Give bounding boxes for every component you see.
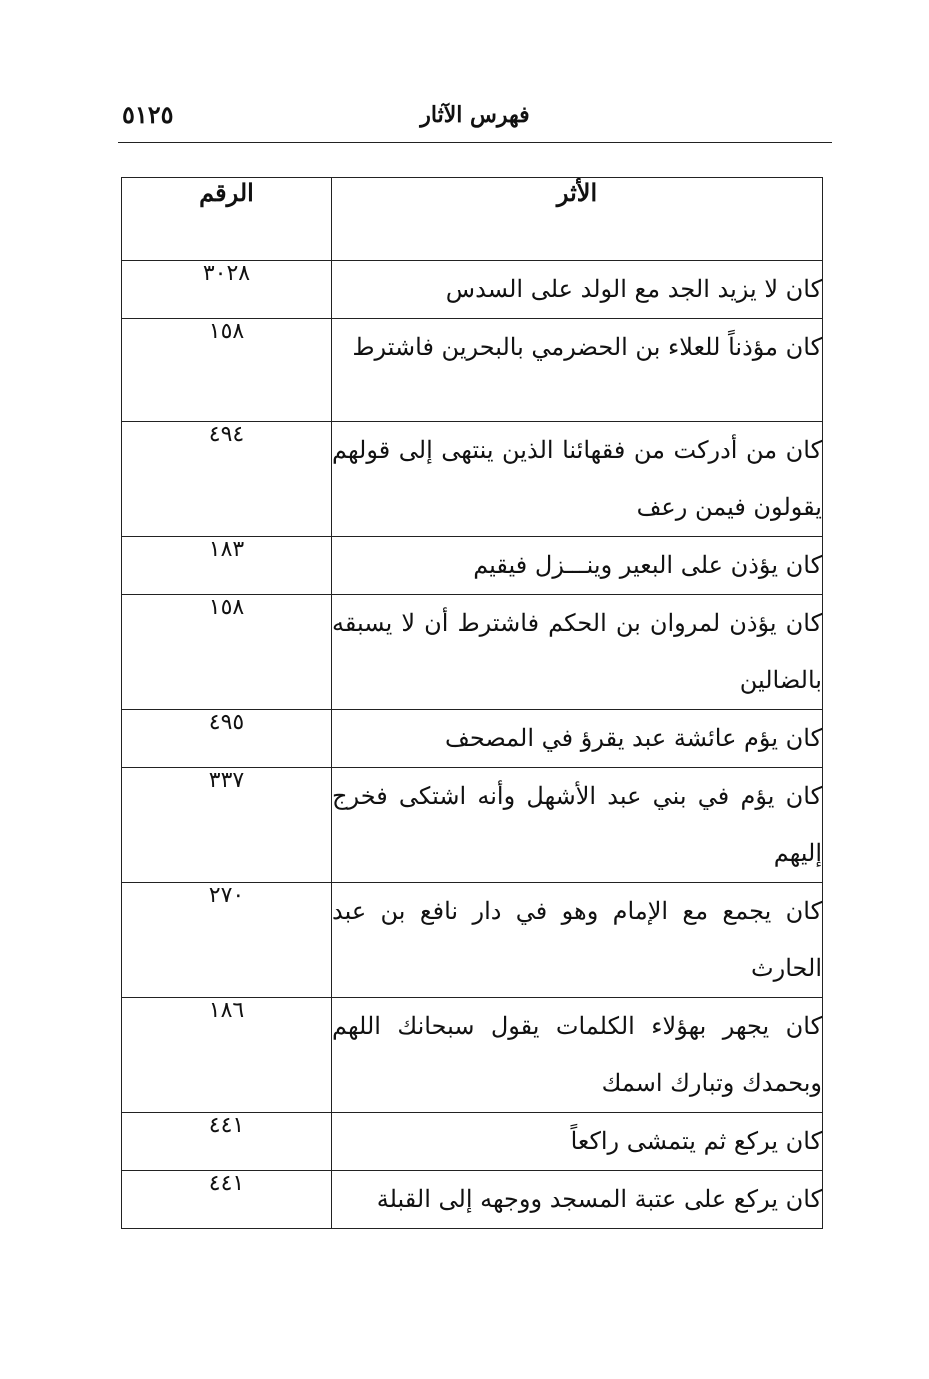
athar-number: ٤٩٤ [122,422,332,537]
page-title: فهرس الآثار [420,102,530,128]
athar-text: كان يؤم عائشة عبد يقرؤ في المصحف [332,710,823,768]
page-number: ٥١٢٥ [122,100,174,129]
athar-text: كان يركع ثم يتمشى راكعاً [332,1113,823,1171]
athar-number: ١٥٨ [122,595,332,710]
athar-text: كان يؤم في بني عبد الأشهل وأنه اشتكى فخرج إليهم [332,768,823,883]
athar-text: كان يجمع مع الإمام وهو في دار نافع بن عبد الحارث [332,883,823,998]
athar-number: ٢٧٠ [122,883,332,998]
table-row [122,710,823,768]
athar-text: كان يجهر بهؤلاء الكلمات يقول سبحانك اللهم وبحمدك وتبارك اسمك [332,998,823,1113]
athar-number: ٣٣٧ [122,768,332,883]
athar-number: ٤٤١ [122,1171,332,1229]
athar-text: كان يؤذن لمروان بن الحكم فاشترط أن لا يسبقه بالضالين [332,595,823,710]
table-row [122,537,823,595]
athar-number: ٣٠٢٨ [122,261,332,319]
athar-number: ١٨٣ [122,537,332,595]
table-header-row [122,178,823,261]
table-row [122,768,823,883]
table-row [122,1113,823,1171]
table-row [122,595,823,710]
table-row [122,883,823,998]
athar-number: ١٨٦ [122,998,332,1113]
athar-number: ١٥٨ [122,319,332,422]
athar-text: كان يؤذن على البعير وينـــزل فيقيم [332,537,823,595]
table-row [122,261,823,319]
page-header [118,98,832,143]
athar-text: كان لا يزيد الجد مع الولد على السدس [332,261,823,319]
athar-text: كان من أدركت من فقهائنا الذين ينتهى إلى قولهم يقولون فيمن رعف [332,422,823,537]
athar-index-table [121,177,823,1229]
table-row [122,319,823,422]
column-header-number: الرقم [122,178,332,261]
table-row [122,998,823,1113]
table-row [122,1171,823,1229]
athar-number: ٤٤١ [122,1113,332,1171]
column-header-athar: الأثر [332,178,823,261]
athar-text: كان مؤذناً للعلاء بن الحضرمي بالبحرين فاشترط [332,319,823,422]
table-row [122,422,823,537]
athar-text: كان يركع على عتبة المسجد ووجهه إلى القبلة [332,1171,823,1229]
athar-number: ٤٩٥ [122,710,332,768]
